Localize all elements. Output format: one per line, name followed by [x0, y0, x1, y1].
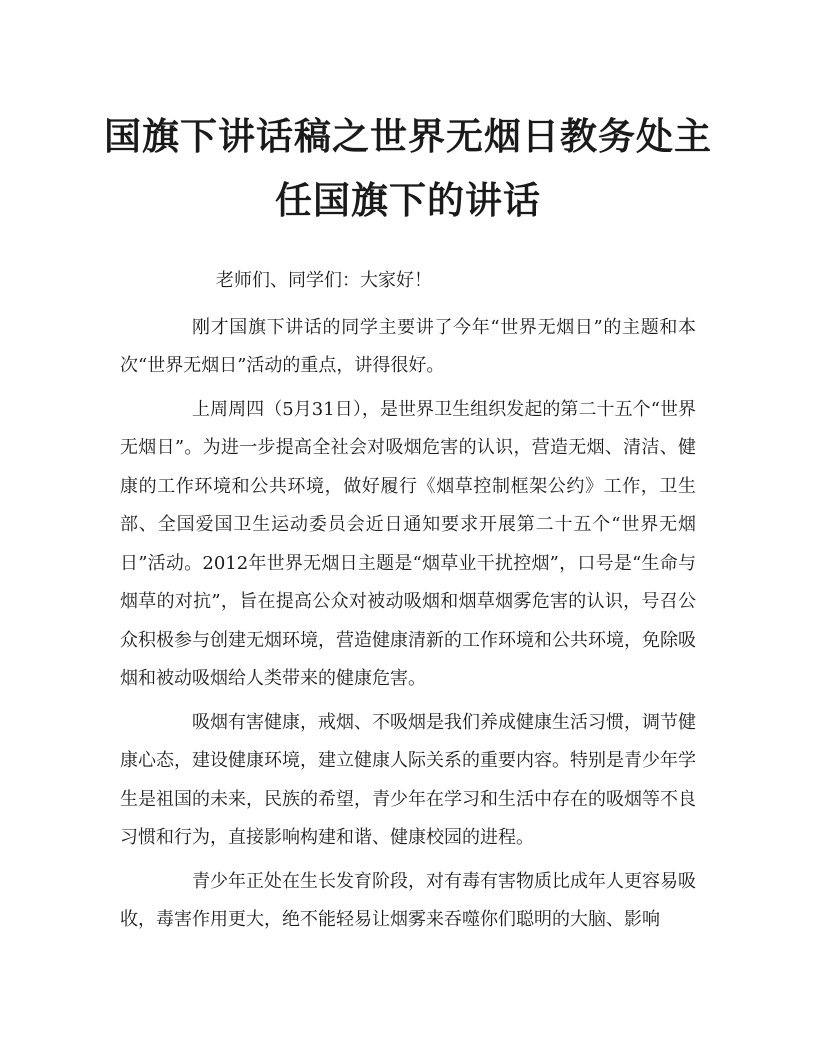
paragraph: 上周周四（5月31日），是世界卫生组织发起的第二十五个“世界无烟日”。为进一步提高全社会对吸烟危害的认识，营造无烟、清洁、健康的工作环境和公共环境，做好履行《烟草控制框架公约》工作，卫生部、全国爱国卫生运动委员会近日通知要求开展第二十五个“世界无烟日”活动。2012年世界无烟日主题是“烟草业干扰控烟”，口号是“生命与烟草的对抗”，旨在提高公众对被动吸烟和烟草烟雾危害的认识，号召公众积极参与创建无烟环境，营造健康清新的工作环境和公共环境，免除吸烟和被动吸烟给人类带来的健康危害。 — [120, 398, 696, 689]
document-body — [120, 262, 696, 945]
paragraph: 刚才国旗下讲话的同学主要讲了今年“世界无烟日”的主题和本次“世界无烟日”活动的重点，讲得很好。 — [120, 316, 696, 376]
title-line-2: 任国旗下的讲话 — [275, 178, 541, 222]
paragraph: 吸烟有害健康，戒烟、不吸烟是我们养成健康生活习惯，调节健康心态，建设健康环境，建立健康人际关系的重要内容。特别是青少年学生是祖国的未来，民族的希望，青少年在学习和生活中存在的吸烟等不良习惯和行为，直接影响构建和谐、健康校园的进程。 — [120, 711, 696, 848]
paragraph: 青少年正处在生长发育阶段，对有毒有害物质比成年人更容易吸收，毒害作用更大，绝不能轻易让烟雾来吞噬你们聪明的大脑、影响 — [120, 870, 696, 930]
title-line-1: 国旗下讲话稿之世界无烟日教务处主 — [104, 114, 712, 158]
greeting: 老师们、同学们：大家好！ — [216, 270, 432, 291]
document-title — [100, 104, 716, 232]
